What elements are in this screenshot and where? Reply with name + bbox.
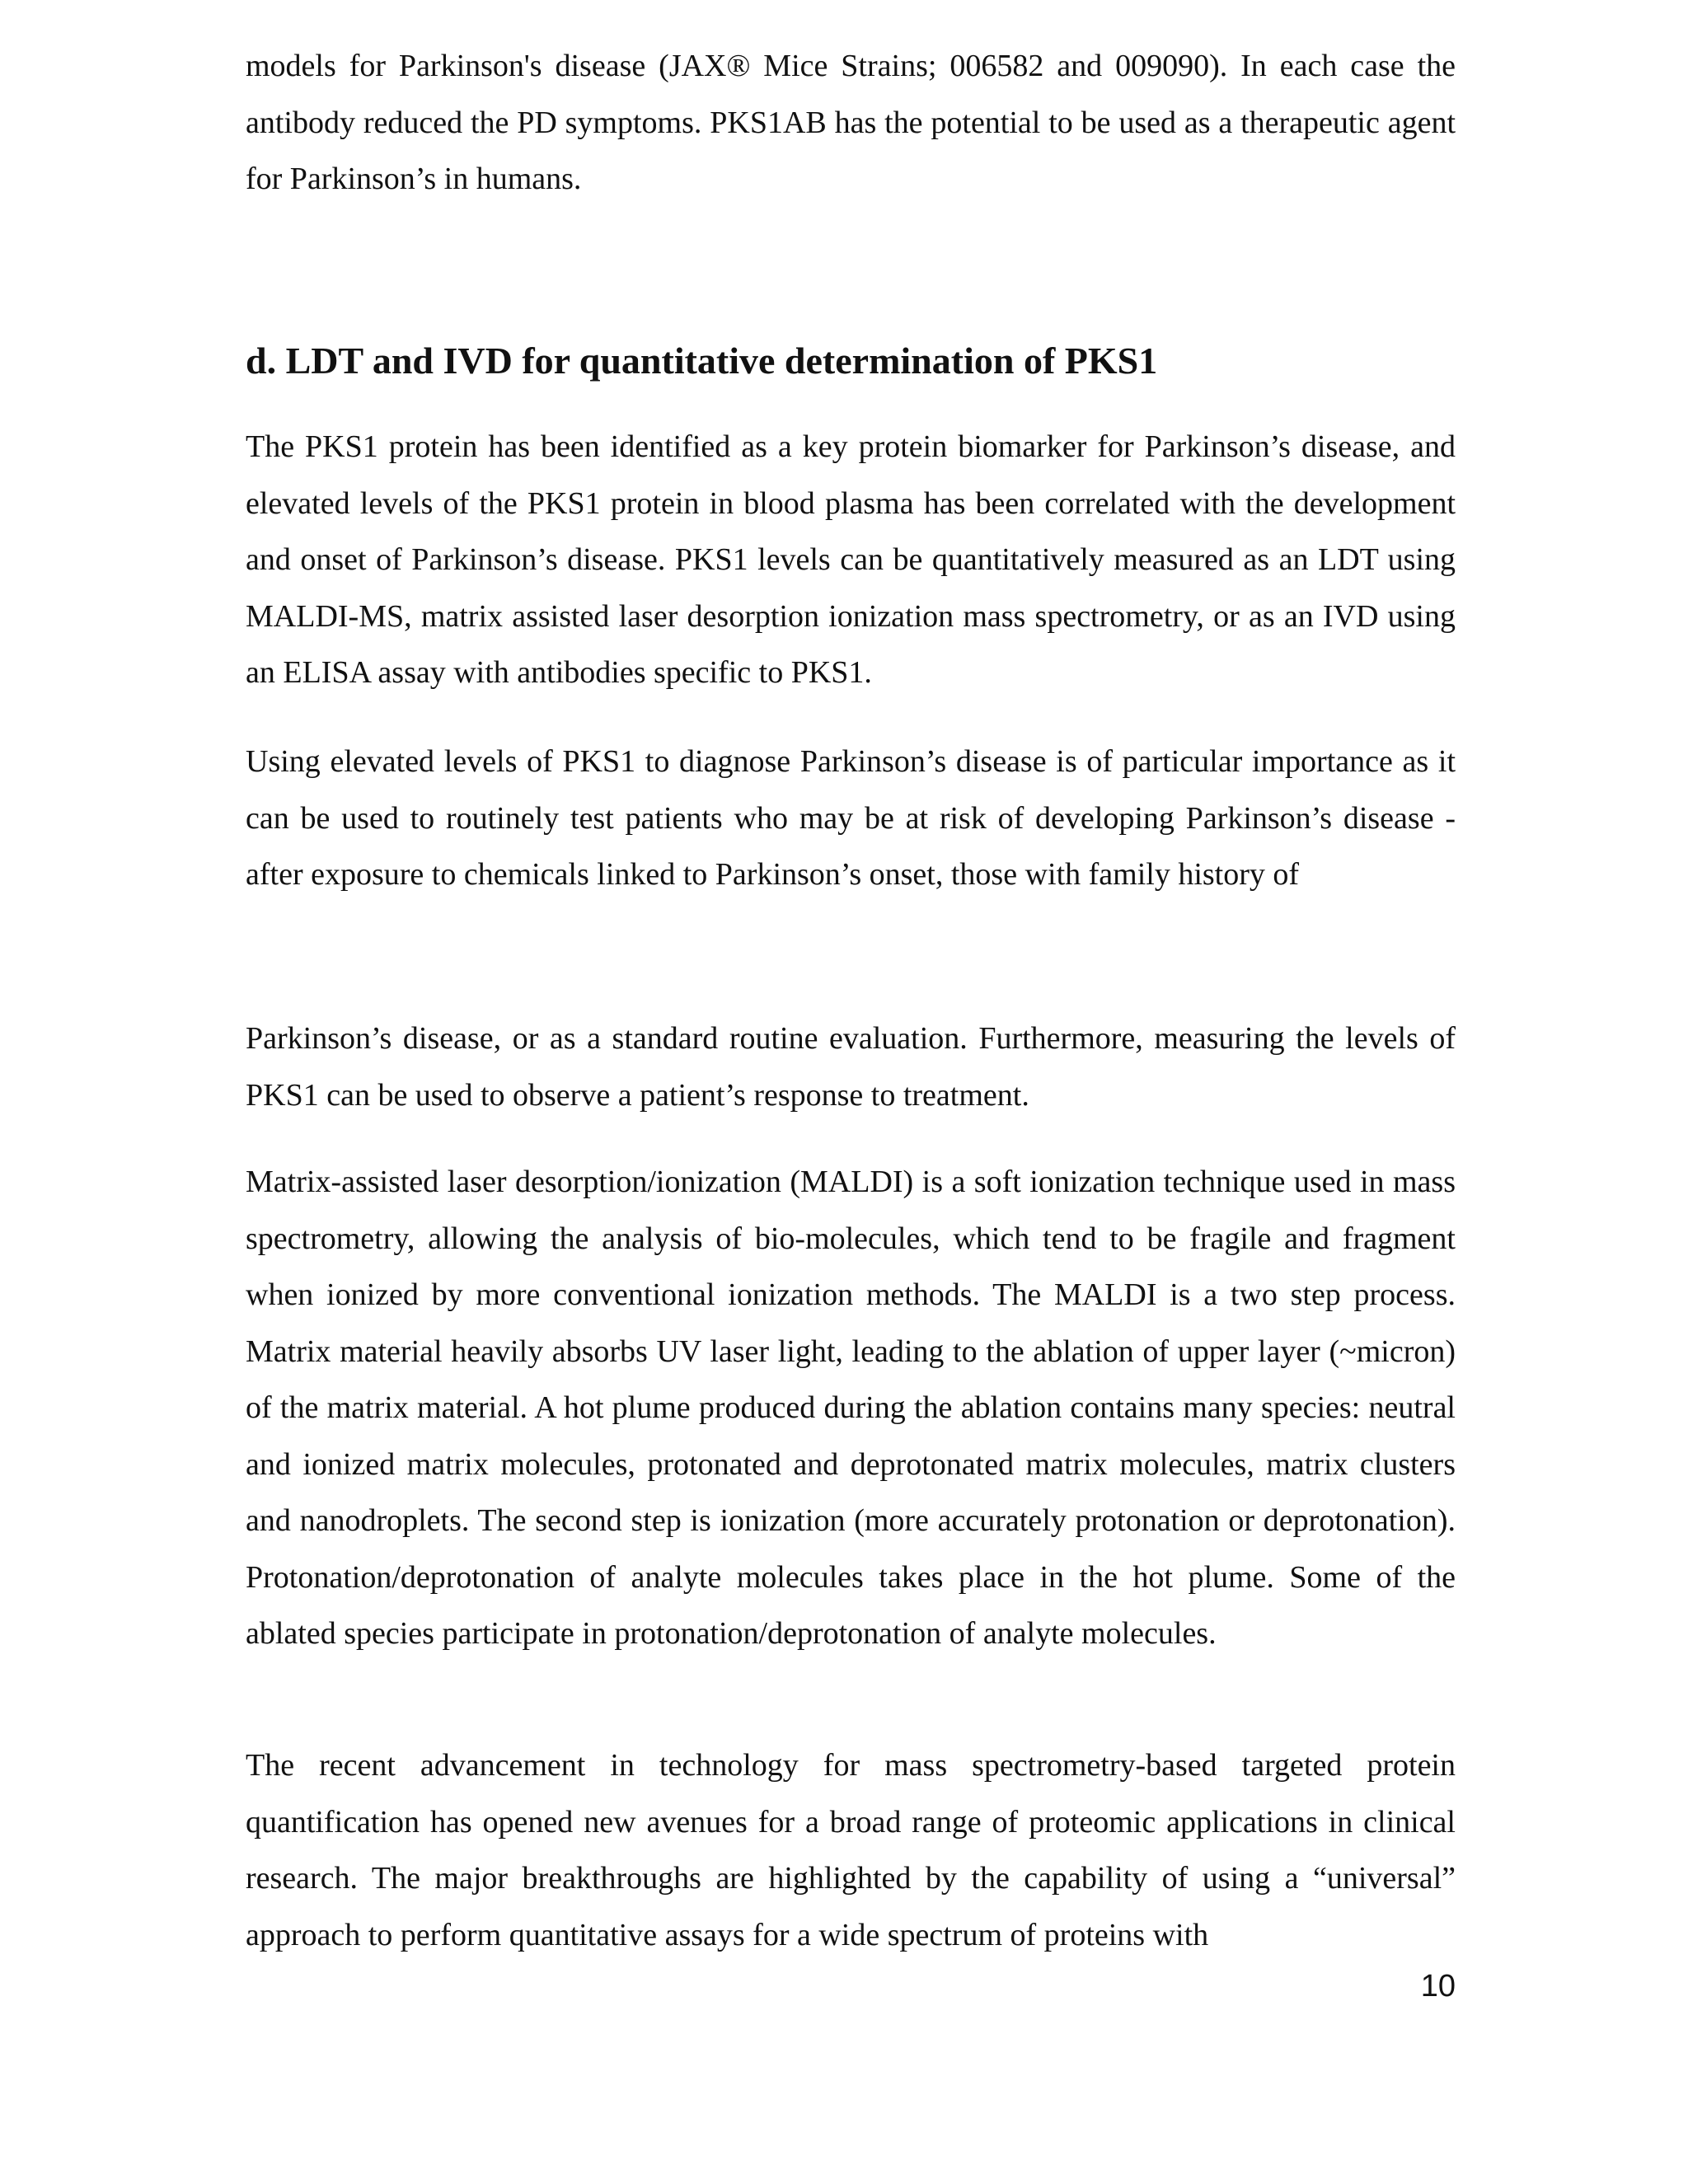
advancement-paragraph: The recent advancement in technology for mass spectrometry-based targeted protein quantification has opened new avenues for a broad range of proteomic applications in clinical research. The major breakthroughs are highlighted by the capability of using a “universal” approach to perform quantitative assays for a wide spectrum of proteins with	[246, 1748, 1456, 1952]
section-heading-block	[246, 338, 1456, 384]
maldi-paragraph-block	[246, 1154, 1456, 1662]
biomarker-paragraph-block	[246, 419, 1456, 701]
diagnosis-paragraph-part2: Parkinson’s disease, or as a standard routine evaluation. Furthermore, measuring the levels of PKS1 can be used to observe a patient’s response to treatment.	[246, 1021, 1456, 1113]
maldi-paragraph: Matrix-assisted laser desorption/ionization (MALDI) is a soft ionization technique used in mass spectrometry, allowing the analysis of bio-molecules, which tend to be fragile and fragment when ionized by more conventional ionization methods. The MALDI is a two step process. Matrix material heavily absorbs UV laser light, leading to the ablation of upper layer (~micron) of the matrix material. A hot plume produced during the ablation contains many species: neutral and ionized matrix molecules, protonated and deprotonated matrix molecules, matrix clusters and nanodroplets. The second step is ionization (more accurately protonation or deprotonation). Protonation/deprotonation of analyte molecules takes place in the hot plume. Some of the ablated species participate in protonation/deprotonation of analyte molecules.	[246, 1165, 1456, 1651]
diagnosis-paragraph-block	[246, 733, 1456, 903]
section-heading: d. LDT and IVD for quantitative determination of PKS1	[246, 340, 1158, 382]
intro-paragraph-block	[246, 38, 1456, 208]
advancement-paragraph-block	[246, 1737, 1456, 1963]
biomarker-paragraph: The PKS1 protein has been identified as a key protein biomarker for Parkinson’s disease, and elevated levels of the PKS1 protein in blood plasma has been correlated with the development and onset of Parkinson’s disease. PKS1 levels can be quantitatively measured as an LDT using MALDI-MS, matrix assisted laser desorption ionization mass spectrometry, or as an IVD using an ELISA assay with antibodies specific to PKS1.	[246, 429, 1456, 690]
page-number: 10	[1420, 1969, 1456, 2004]
diagnosis-paragraph-part1: Using elevated levels of PKS1 to diagnose Parkinson’s disease is of particular importance as it can be used to routinely test patients who may be at risk of developing Parkinson’s disease - after exposure to chemicals linked to Parkinson’s onset, those with family history of	[246, 744, 1456, 892]
diagnosis-continuation-block	[246, 1010, 1456, 1123]
intro-paragraph: models for Parkinson's disease (JAX® Mice Strains; 006582 and 009090). In each case the antibody reduced the PD symptoms. PKS1AB has the potential to be used as a therapeutic agent for Parkinson’s in humans.	[246, 49, 1456, 196]
